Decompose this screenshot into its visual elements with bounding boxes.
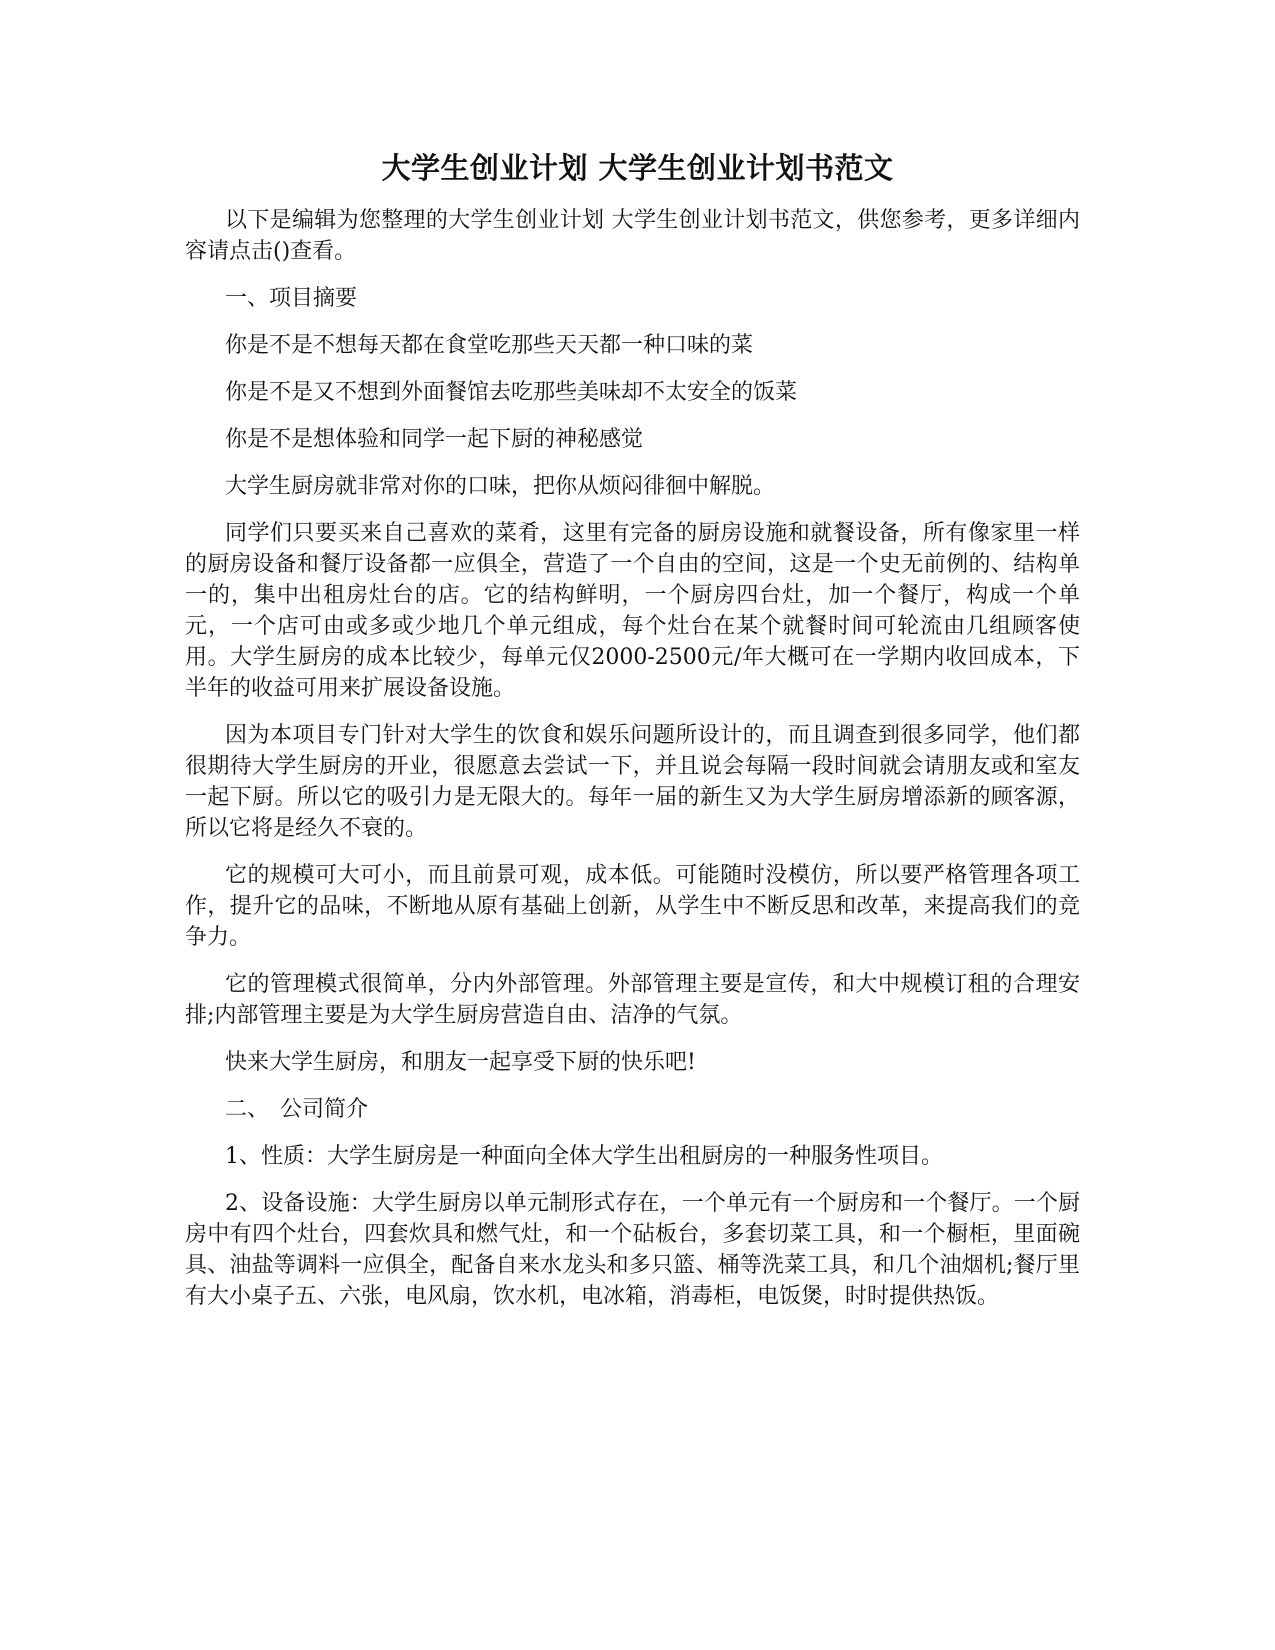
paragraph-solution: 大学生厨房就非常对你的口味，把你从烦闷徘徊中解脱。 xyxy=(225,474,776,499)
paragraph-target-market: 因为本项目专门针对大学生的饮食和娱乐问题所设计的，而且调查到很多同学，他们都很期待大学生厨房的开业，很愿意去尝试一下，并且说会每隔一段时间就会请朋友或和室友一起下厨。所以它的吸引力是无限大的。每年一届的新生又为大学生厨房增添新的顾客源，所以它将是经久不衰的。 xyxy=(185,723,1080,841)
paragraph-question-3: 你是不是想体验和同学一起下厨的神秘感觉 xyxy=(225,427,644,452)
section-heading-project-summary: 一、项目摘要 xyxy=(225,286,358,311)
section-heading-company-intro: 二、 公司简介 xyxy=(225,1097,369,1122)
paragraph-call-to-action: 快来大学生厨房，和朋友一起享受下厨的快乐吧! xyxy=(225,1050,696,1075)
paragraph-facilities: 同学们只要买来自己喜欢的菜肴，这里有完备的厨房设施和就餐设备，所有像家里一样的厨房设备和餐厅设备都一应俱全，营造了一个自由的空间，这是一个史无前例的、结构单一的，集中出租房灶台的店。它的结构鲜明，一个厨房四台灶，加一个餐厅，构成一个单元，一个店可由或多或少地几个单元组成，每个灶台在某个就餐时间可轮流由几组顾客使用。大学生厨房的成本比较少，每单元仅2000-2500元/年大概可在一学期内收回成本，下半年的收益可用来扩展设备设施。 xyxy=(185,521,1080,701)
document-title: 大学生创业计划 大学生创业计划书范文 xyxy=(381,151,894,185)
paragraph-equipment: 2、设备设施：大学生厨房以单元制形式存在，一个单元有一个厨房和一个餐厅。一个厨房中有四个灶台，四套炊具和燃气灶，和一个砧板台，多套切菜工具，和一个橱柜，里面碗具、油盐等调料一应俱全，配备自来水龙头和多只篮、桶等洗菜工具，和几个油烟机;餐厅里有大小桌子五、六张，电风扇，饮水机，电冰箱，消毒柜，电饭煲，时时提供热饭。 xyxy=(185,1191,1080,1309)
intro-paragraph: 以下是编辑为您整理的大学生创业计划 大学生创业计划书范文，供您参考，更多详细内容请点击()查看。 xyxy=(185,208,1080,264)
paragraph-scale: 它的规模可大可小，而且前景可观，成本低。可能随时没模仿，所以要严格管理各项工作，提升它的品味，不断地从原有基础上创新，从学生中不断反思和改革，来提高我们的竞争力。 xyxy=(185,863,1080,950)
paragraph-management: 它的管理模式很简单，分内外部管理。外部管理主要是宣传，和大中规模订租的合理安排;内部管理主要是为大学生厨房营造自由、洁净的气氛。 xyxy=(185,972,1080,1028)
document-body xyxy=(185,205,1080,1328)
paragraph-question-1: 你是不是不想每天都在食堂吃那些天天都一种口味的菜 xyxy=(225,333,754,358)
paragraph-question-2: 你是不是又不想到外面餐馆去吃那些美味却不太安全的饭菜 xyxy=(225,380,798,405)
paragraph-nature: 1、性质：大学生厨房是一种面向全体大学生出租厨房的一种服务性项目。 xyxy=(225,1144,943,1169)
